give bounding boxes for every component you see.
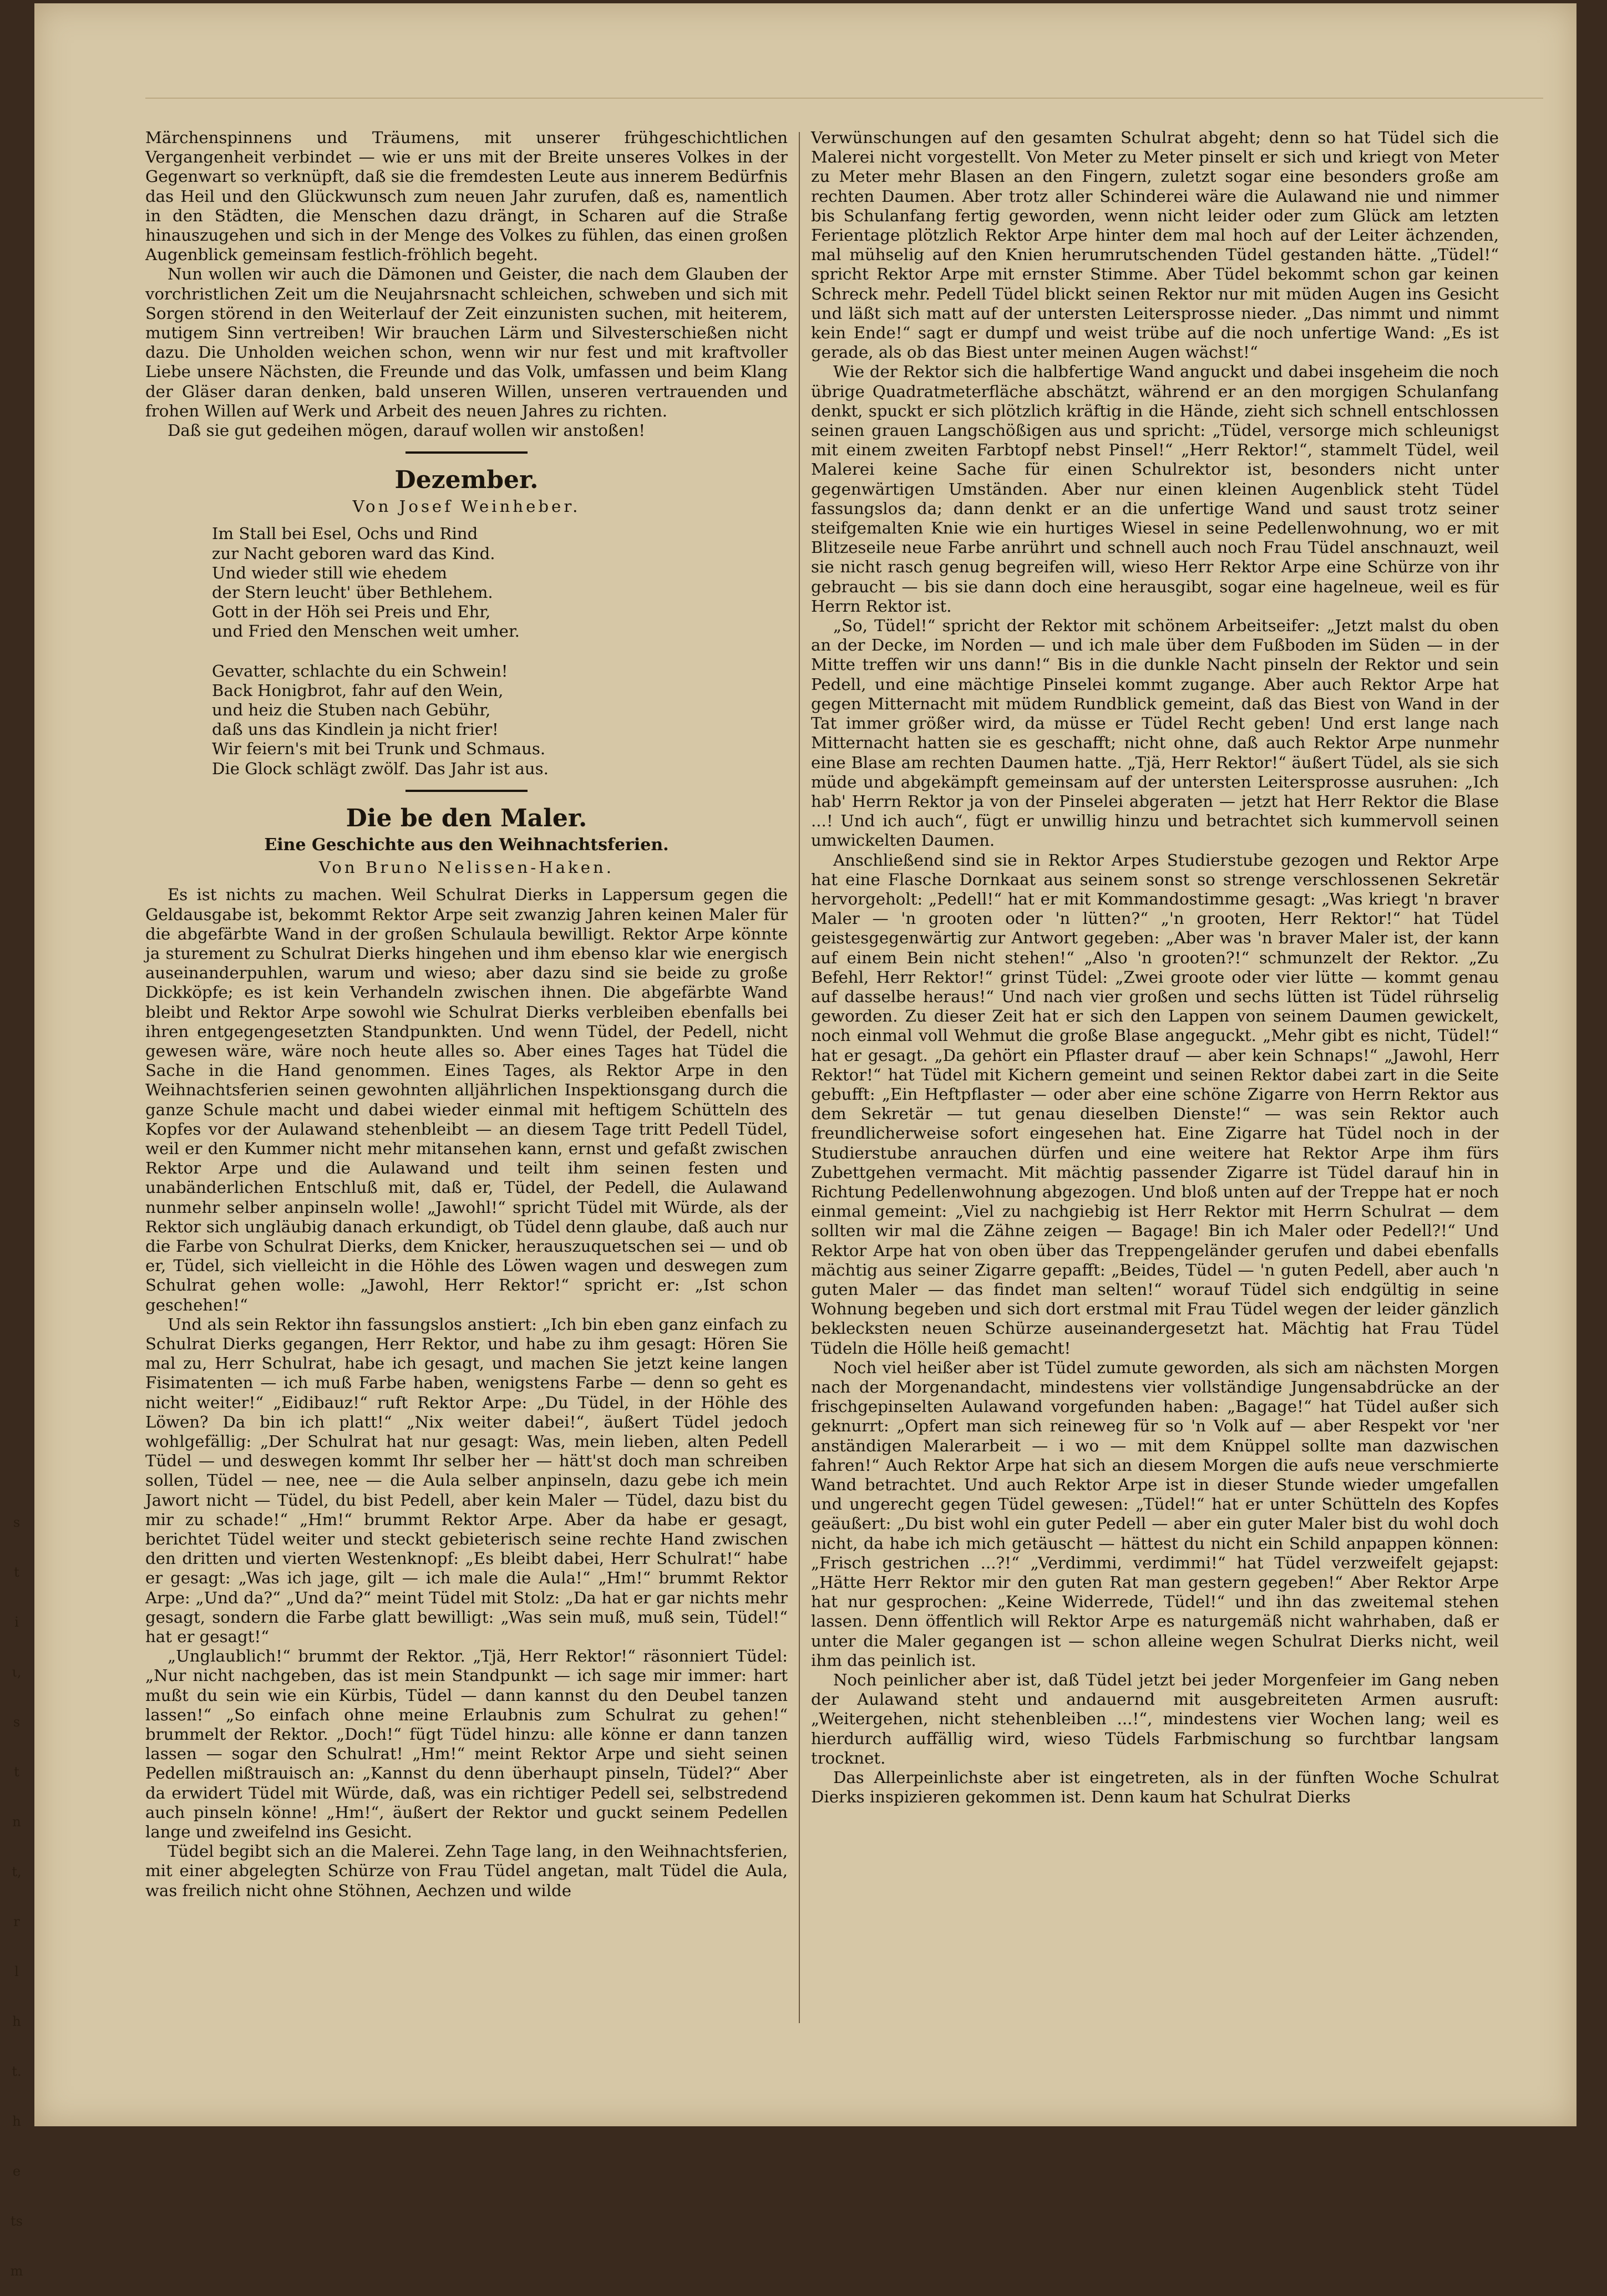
story-title: Die be den Maler. — [346, 804, 587, 832]
intro-paragraph: Märchenspinnens und Träumens, mit unserer frühgeschichtlichen Vergangenheit verbindet — wie er uns mit der Breite unseres Volkes in der Gegenwart so verknüpft, daß sie die fremdesten Leute aus innerem Bedürfnis das Heil und den Glückwunsch zum neuen Jahr zurufen, daß es, namentlich in den Städten, die Menschen dazu drängt, in Scharen auf die Straße hinauszugehen und sich in der Menge des Volkes zu fühlen, das einen großen Augenblick gemeinsam festlich-fröhlich begeht. — [145, 128, 788, 265]
story-paragraph: Es ist nichts zu machen. Weil Schulrat Dierks in Lappersum gegen die Geldausgabe ist, bekommt Rektor Arpe seit zwanzig Jahren keinen Maler für die abgefärbte Wand in der großen Schulaula bewilligt. Rektor Arpe könnte ja sturement zu Schulrat Dierks hingehen und ihm ebenso klar wie energisch auseinanderpuhlen, warum und wieso; aber dazu sind sie beide zu große Dickköpfe; es ist kein Verhandeln zwischen ihnen. Die abgefärbte Wand bleibt und Rektor Arpe sowohl wie Schulrat Dierks verbleiben ebenfalls bei ihren entgegengesetzten Standpunkten. Und wenn Tüdel, der Pedell, nicht gewesen wäre, wäre noch heute alles so. Aber eines Tages hat Tüdel die Sache in die Hand genommen. Eines Tages, als Rektor Arpe in den Weihnachtsferien seinen gewohnten alljährlichen Inspektionsgang durch die ganze Schule macht und dabei wieder einmal mit heftigem Schütteln des Kopfes vor der Aulawand stehenbleibt — an diesem Tage tritt Pedell Tüdel, weil er den Kummer nicht mehr mitansehen kann, ernst und gefaßt zwischen Rektor Arpe und die Aulawand und teilt ihm seinen festen und unabänderlichen Entschluß mit, daß er, Tüdel, der Pedell, die Aulawand nunmehr selber anpinseln wolle! „Jawohl!“ spricht Tüdel mit Würde, als der Rektor sich ungläubig danach erkundigt, ob Tüdel denn glaube, daß auch nur die Farbe von Schulrat Dierks, dem Knicker, herauszuquetschen sei — und ob er, Tüdel, sich vielleicht in die Höhle des Löwen wagen und deswegen zum Schulrat gehen wolle: „Jawohl, Herr Rektor!“ spricht er: „Ist schon geschehen!“ — [145, 885, 788, 1314]
stanza-gap — [212, 642, 788, 662]
newspaper-page — [34, 3, 1576, 2126]
right-column — [811, 128, 1499, 1807]
poem-line: daß uns das Kindlein ja nicht frier! — [212, 720, 499, 739]
story-paragraph: Anschließend sind sie in Rektor Arpes Studierstube gezogen und Rektor Arpe hat eine Flasche Dornkaat aus seinem sonst so strenge verschlossenen Sekretär hervorgeholt: „Pedell!“ hat er mit Kommandostimme gesagt: „Was kriegt 'n braver Maler — 'n grooten oder 'n lütten?“ „'n grooten, Herr Rektor!“ hat Tüdel geistesgegenwärtig zur Antwort gegeben: „Aber was 'n braver Maler ist, der kann auf einem Bein nicht stehen!“ „Also 'n grooten?!“ schmunzelt der Rektor. „Zu Befehl, Herr Rektor!“ grinst Tüdel: „Zwei groote oder vier lütte — kommt genau auf dasselbe heraus!“ Und nach vier großen und sechs lütten ist Tüdel rührselig geworden. Zu dieser Zeit hat er sich den Lappen von seinem Daumen gewickelt, noch einmal voll Wehmut die große Blase angeguckt. „Mehr gibt es nicht, Tüdel!“ hat er gesagt. „Da gehört ein Pflaster drauf — aber kein Schnaps!“ „Jawohl, Herr Rektor!“ hat Tüdel mit Kichern gemeint und seinen Rektor dabei zart in die Seite gebufft: „Ein Heftpflaster — oder aber eine schöne Zigarre von Herrn Rektor aus dem Sekretär — tut genau dieselben Dienste!“ — was sein Rektor auch freundlicherweise sofort eingesehen hat. Eine Zigarre hat Tüdel noch in der Studierstube anrauchen dürfen und eine weitere hat Rektor Arpe ihm fürs Zubettgehen vermacht. Mit mächtig passender Zigarre ist Tüdel darauf hin in Richtung Pedellenwohnung abgezogen. Und bloß unten auf der Treppe hat er noch einmal gemeint: „Viel zu nachgiebig ist Herr Rektor mit Herrn Schulrat — dem sollten wir mal die Zähne zeigen — Bagage! Bin ich Maler oder Pedell?!“ Und Rektor Arpe hat von oben über das Treppengeländer gerufen und dabei ebenfalls mächtig aus seiner Zigarre gepafft: „Beides, Tüdel — 'n guten Pedell, aber auch 'n guten Maler — das findet man selten!“ worauf Tüdel sich endgültig in seine Wohnung begeben und sich dort erstmal mit Frau Tüdel wegen der leider gänzlich beklecksten neuen Schürze auseinandergesetzt hat. Mächtig hat Frau Tüdel Tüdeln die Hölle heiß gemacht! — [811, 850, 1499, 1358]
margin-fragment: r — [13, 1914, 20, 1929]
intro-paragraph: Nun wollen wir auch die Dämonen und Geister, die nach dem Glauben der vorchristlichen Zeit um die Neujahrsnacht schleichen, schweben und sich mit Sorgen störend in den Weiterlauf der Zeit einzunisten suchen, mit heiterem, mutigem Sinn vertreiben! Wir brauchen Lärm und Silvesterschießen nicht dazu. Die Unholden weichen schon, wenn wir nur fest und mit kraftvoller Liebe unsere Nächsten, die Freunde und das Volk, umfassen und beim Klang der Gläser daran denken, bald unseren Willen, unseren vertrauenden und frohen Willen auf Werk und Arbeit des neuen Jahres zu richten. — [145, 265, 788, 420]
poem-author: Von Josef Weinheber. — [352, 497, 581, 516]
margin-fragment: n — [12, 1814, 21, 1830]
story-paragraph: Verwünschungen auf den gesamten Schulrat abgeht; denn so hat Tüdel sich die Malerei nicht vorgestellt. Von Meter zu Meter pinselt er sich und kriegt von Meter zu Meter mehr Blasen an den Fingern, zuletzt sogar eine besonders große am rechten Daumen. Aber trotz aller Schinderei wäre die Aulawand nie und nimmer bis Schulanfang fertig geworden, wenn nicht leider oder zum Glück am letzten Ferientage plötzlich Rektor Arpe hinter dem mal hoch auf der Leiter ächzenden, mal mühselig auf den Knien herumrutschenden Tüdel gestanden hätte. „Tüdel!“ spricht Rektor Arpe mit ernster Stimme. Aber Tüdel bekommt schon gar keinen Schreck mehr. Pedell Tüdel blickt seinen Rektor nur mit müden Augen ins Gesicht und läßt sich matt auf der untersten Leitersprosse nieder. „Das nimmt und nimmt kein Ende!“ sagt er dumpf und weist trübe auf die noch unfertige Wand: „Es ist gerade, als ob das Biest unter meinen Augen wächst!“ — [811, 128, 1499, 362]
story-subtitle: Eine Geschichte aus den Weihnachtsferien. — [264, 835, 669, 855]
poem-line: Wir feiern's mit bei Trunk und Schmaus. — [212, 739, 546, 759]
margin-fragment: ι, — [12, 1664, 22, 1680]
margin-fragment: i — [14, 1614, 19, 1630]
column-divider — [799, 132, 800, 2023]
left-column — [145, 128, 788, 1901]
margin-fragment: e — [12, 2163, 21, 2179]
poem-line: und Fried den Menschen weit umher. — [212, 622, 520, 641]
poem-line: Im Stall bei Esel, Ochs und Rind — [212, 524, 478, 543]
margin-fragment: s — [13, 1515, 21, 1530]
story-paragraph: „So, Tüdel!“ spricht der Rektor mit schönem Arbeitseifer: „Jetzt malst du oben an der Decke, im Norden — und ich male über dem Fußboden im Süden — in der Mitte treffen wir uns dann!“ Bis in die dunkle Nacht pinseln der Rektor und sein Pedell, und eine mächtige Pinselei kommt zugange. Aber auch Rektor Arpe hat gegen Mitternacht mit müdem Rundblick gemeint, daß das Biest von Wand in der Tat immer größer wird, da müsse er Tüdel Recht geben! Und erst lange nach Mitternacht hatten sie es geschafft; nicht ohne, daß auch Rektor Arpe nunmehr eine Blase am rechten Daumen hatte. „Tjä, Herr Rektor!“ äußert Tüdel, als sie sich müde und abgekämpft gemeinsam auf der untersten Leitersprosse ausruhen: „Ich hab' Herrn Rektor ja von der Pinselei abgeraten — jetzt hat Herr Rektor die Blase ...! Und ich auch“, fügt er unwillig hinzu und betrachtet sich kummervoll seinen umwickelten Daumen. — [811, 616, 1499, 850]
story-author: Von Bruno Nelissen-Haken. — [318, 858, 615, 877]
margin-fragment: m — [10, 2263, 23, 2279]
intro-paragraph: Daß sie gut gedeihen mögen, darauf wollen wir anstoßen! — [168, 421, 646, 440]
poem-line: zur Nacht geboren ward das Kind. — [212, 543, 495, 563]
poem-line: und heiz die Stuben nach Gebühr, — [212, 700, 491, 720]
story-paragraph: Wie der Rektor sich die halbfertige Wand anguckt und dabei insgeheim die noch übrige Quadratmeterfläche abschätzt, während er an den morgigen Schulanfang denkt, spuckt er sich plötzlich kräftig in die Hände, zieht sich schnell entschlossen seinen grauen Langschößigen aus und spricht: „Tüdel, versorge mich schleunigst mit einem zweiten Farbtopf nebst Pinsel!“ „Herr Rektor!“, stammelt Tüdel, weil Malerei keine Sache für einen Schulrektor ist, besonders nicht unter gegenwärtigen Umständen. Aber nur einen kleinen Augenblick steht Tüdel fassungslos da; dann denkt er an die unfertige Wand und saust trotz seiner steifgemalten Knie wie ein hurtiges Wiesel in seine Pedellenwohnung, wo er mit Blitzeseile neue Farbe anrührt und schnell auch noch Frau Tüdel anschnauzt, weil sie nicht rasch genug begreifen will, wieso Herr Rektor Arpe eine Schürze von ihr gebraucht — bis sie dann doch eine herausgibt, sogar eine hagelneue, weil es für Herrn Rektor ist. — [811, 362, 1499, 616]
margin-fragment: s — [13, 1714, 21, 1730]
poem-line: Gott in der Höh sei Preis und Ehr, — [212, 602, 491, 622]
story-paragraph: Noch viel heißer aber ist Tüdel zumute geworden, als sich am nächsten Morgen nach der Morgenandacht, mindestens vier vollständige Jungensabdrücke an der frischgepinselten Aulawand vorgefunden haben: „Bagage!“ hat Tüdel außer sich geknurrt: „Opfert man sich reineweg für so 'n Volk auf — aber Respekt vor 'ner anständigen Malerarbeit — i wo — mit dem Knüppel sollte man dazwischen fahren!“ Auch Rektor Arpe hat sich an diesem Morgen die aufs neue verschmierte Wand betrachtet. Und auch Rektor Arpe ist in dieser Stunde wieder umgefallen und ungerecht gegen Tüdel gewesen: „Tüdel!“ hat er unter Schütteln des Kopfes geäußert: „Du bist wohl ein guter Pedell — aber ein guter Maler bist du wohl doch nicht, da habe ich mich getäuscht — hättest du nicht ein Schild anpappen können: „Frisch gestrichen ...?!“ „Verdimmi, verdimmi!“ hat Tüdel verzweifelt gejapst: „Hätte Herr Rektor mir den guten Rat man gestern gegeben!“ Aber Rektor Arpe hat nur gesprochen: „Keine Widerrede, Tüdel!“ und ihn das zweitemal stehen lassen. Denn öffentlich will Rektor Arpe es naturgemäß nicht wahrhaben, daß er unter die Maler gegangen ist — schon alleine wegen Schulrat Dierks nicht, weil ihm das peinlich ist. — [811, 1358, 1499, 1670]
margin-fragment: t, — [12, 1864, 22, 1880]
story-paragraph: „Unglaublich!“ brummt der Rektor. „Tjä, Herr Rektor!“ räsonniert Tüdel: „Nur nicht nachgeben, das ist mein Standpunkt — ich sage mir immer: hart mußt du sein wie ein Kürbis, Tüdel — dann kannst du den Deubel tanzen lassen!“ „So einfach ohne meine Erlaubnis zum Schulrat zu gehen!“ brummelt der Rektor. „Doch!“ fügt Tüdel hinzu: alle könne er dann tanzen lassen — sogar den Schulrat! „Hm!“ meint Rektor Arpe und sieht seinen Pedellen mißtrauisch an: „Kannst du denn überhaupt pinseln, Tüdel?“ Aber da erwidert Tüdel mit Würde, daß, was ein richtiger Pedell sei, selbstredend auch pinseln könne! „Hm!“, äußert der Rektor und guckt seinem Pedellen lange und zweifelnd ins Gesicht. — [145, 1647, 788, 1842]
poem-line: Back Honigbrot, fahr auf den Wein, — [212, 680, 504, 700]
story-paragraph: Das Allerpeinlichste aber ist eingetreten, als in der fünften Woche Schulrat Dierks inspizieren gekommen ist. Denn kaum hat Schulrat Dierks — [811, 1768, 1499, 1807]
story-paragraph: Tüdel begibt sich an die Malerei. Zehn Tage lang, in den Weihnachtsferien, mit einer abgelegten Schürze von Frau Tüdel angetan, malt Tüdel die Aula, was freilich nicht ohne Stöhnen, Aechzen und wilde — [145, 1842, 788, 1900]
margin-fragment: h — [12, 2114, 21, 2129]
top-rule — [145, 98, 1543, 99]
section-divider — [405, 451, 528, 454]
section-divider — [405, 790, 528, 792]
poem-line: Die Glock schlägt zwölf. Das Jahr ist aus. — [212, 759, 549, 778]
margin-fragment: t — [14, 1564, 19, 1580]
story-paragraph: Noch peinlicher aber ist, daß Tüdel jetzt bei jeder Morgenfeier im Gang neben der Aulawand steht und andauernd mit ausgebreiteten Armen ausruft: „Weitergehen, nicht stehenbleiben ...!“, mindestens vier Wochen lang; weil es hierdurch auffällig wird, wieso Tüdels Farbmischung so furchtbar langsam trocknet. — [811, 1670, 1499, 1767]
left-margin-fragments — [0, 1497, 33, 2296]
poem-line: Und wieder still wie ehedem — [212, 563, 447, 582]
poem-line: der Stern leucht' über Bethlehem. — [212, 583, 493, 602]
poem-title: Dezember. — [394, 466, 539, 495]
margin-fragment: t — [14, 1764, 19, 1780]
margin-fragment: ts — [11, 2213, 23, 2229]
poem-line: Gevatter, schlachte du ein Schwein! — [212, 661, 508, 680]
margin-fragment: t. — [12, 2064, 22, 2079]
margin-fragment: h — [12, 2014, 21, 2029]
poem-body — [212, 524, 788, 778]
margin-fragment: l — [14, 1964, 19, 1979]
story-paragraph: Und als sein Rektor ihn fassungslos anstiert: „Ich bin eben ganz einfach zu Schulrat Dierks gegangen, Herr Rektor, und habe zu ihm gesagt: Hören Sie mal zu, Herr Schulrat, habe ich gesagt, und machen Sie jetzt keine langen Fisimatenten — ich muß Farbe haben, wenigstens Farbe — denn so geht es nicht weiter!“ „Eidibauz!“ ruft Rektor Arpe: „Du Tüdel, in der Höhle des Löwen? Da bin ich platt!“ „Nix weiter dabei!“, äußert Tüdel jedoch wohlgefällig: „Der Schulrat hat nur gesagt: Was, mein lieben, alten Pedell Tüdel — und deswegen kommt Ihr selber her — hätt'st doch man schreiben sollen, Tüdel — nee, nee — die Aula selber anpinseln, dazu gebe ich mein Jawort nicht — Tüdel, du bist Pedell, aber kein Maler — Tüdel, dazu bist du mir zu schade!“ „Hm!“ brummt Rektor Arpe. Aber da habe er gesagt, berichtet Tüdel weiter und steckt gebieterisch seine rechte Hand zwischen den dritten und vierten Westenknopf: „Es bleibt dabei, Herr Schulrat!“ habe er gesagt: „Was ich jage, gilt — ich male die Aula!“ „Hm!“ brummt Rektor Arpe: „Und da?“ „Und da?“ meint Tüdel mit Stolz: „Da hat er gar nichts mehr gesagt, sondern die Farbe glatt bewilligt: „Was sein muß, muß sein, Tüdel!“ hat er gesagt!“ — [145, 1314, 788, 1647]
